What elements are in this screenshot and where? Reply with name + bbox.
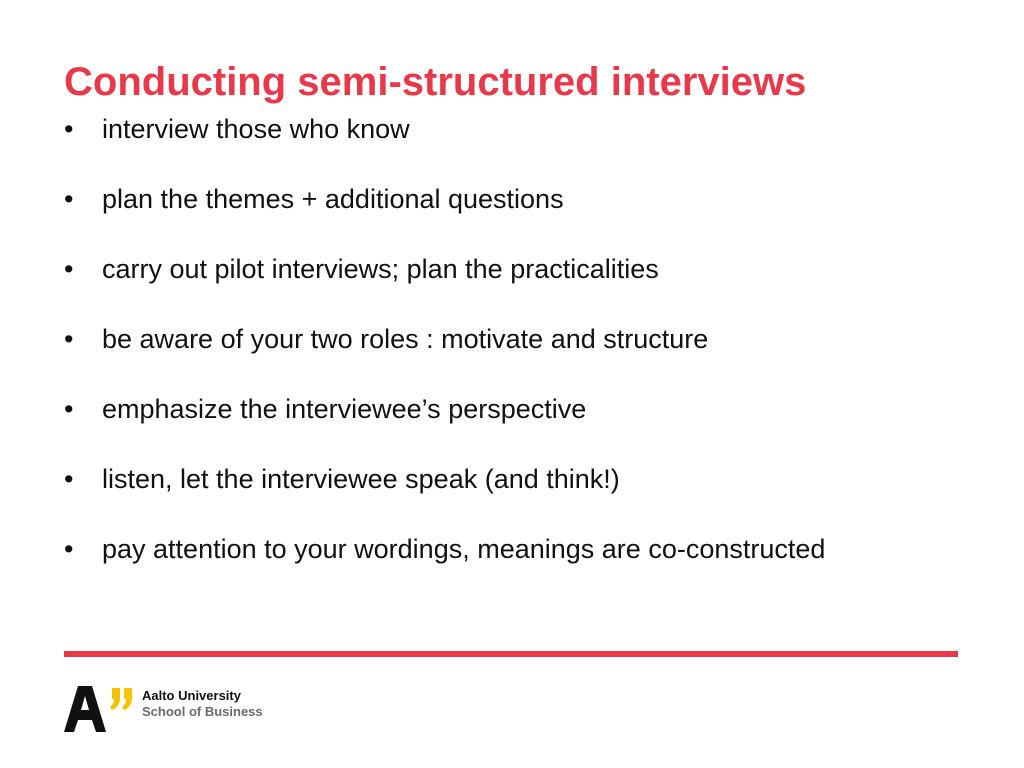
bullet-icon: • xyxy=(64,114,74,144)
bullet-text: listen, let the interviewee speak (and think!) xyxy=(102,464,620,494)
university-name: Aalto University xyxy=(142,688,241,703)
bullet-text: emphasize the interviewee’s perspective xyxy=(102,394,587,424)
logo-quote-right xyxy=(122,688,132,710)
bullet-text: be aware of your two roles : motivate and structure xyxy=(102,324,709,354)
footer-divider xyxy=(64,651,958,657)
bullet-text: plan the themes + additional questions xyxy=(102,184,564,214)
bullet-icon: • xyxy=(64,394,74,424)
aalto-logo xyxy=(64,686,324,734)
aalto-a-logo-icon xyxy=(64,686,134,732)
bullet-icon: • xyxy=(64,254,74,284)
logo-quote-left xyxy=(110,688,120,710)
bullet-icon: • xyxy=(64,534,74,564)
bullet-text: pay attention to your wordings, meanings are co-constructed xyxy=(102,534,826,564)
bullet-icon: • xyxy=(64,464,74,494)
slide-title: Conducting semi-structured interviews xyxy=(64,60,807,104)
bullet-icon: • xyxy=(64,324,74,354)
bullet-icon: • xyxy=(64,184,74,214)
school-name: School of Business xyxy=(142,704,263,719)
bullet-text: interview those who know xyxy=(102,114,410,144)
bullet-text: carry out pilot interviews; plan the practicalities xyxy=(102,254,659,284)
